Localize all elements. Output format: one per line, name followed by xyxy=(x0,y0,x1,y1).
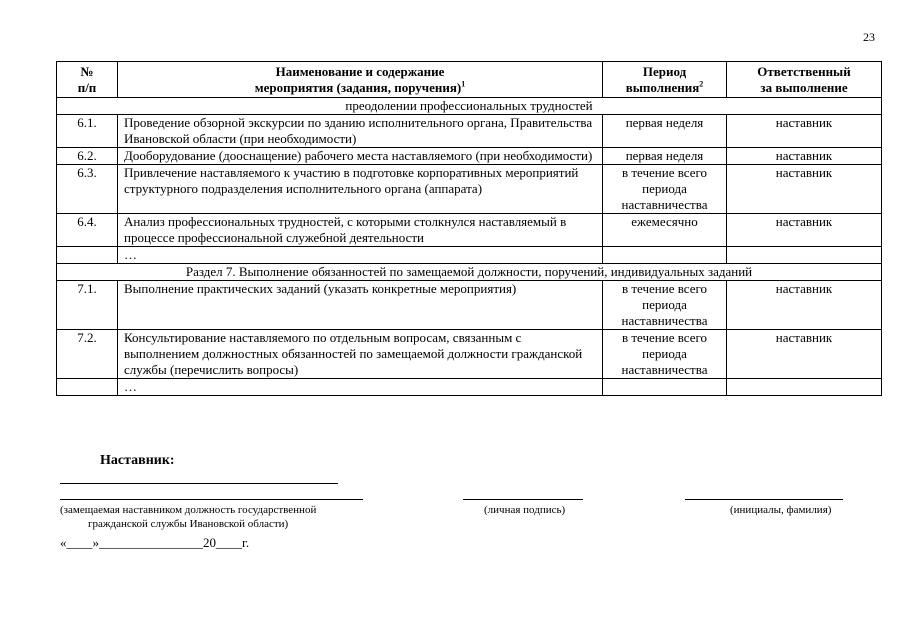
row-period: в течение всего периода наставничества xyxy=(603,330,727,379)
header-number xyxy=(57,62,118,98)
row-responsible: наставник xyxy=(727,281,882,330)
row-number: 7.2. xyxy=(57,330,118,379)
section-row xyxy=(57,264,882,281)
row-responsible: наставник xyxy=(727,165,882,214)
footnote-2: 2 xyxy=(699,79,704,89)
header-name-line2: мероприятия (задания, поручения) xyxy=(254,80,462,95)
row-period: первая неделя xyxy=(603,115,727,148)
row-activity: … xyxy=(118,379,603,396)
row-period xyxy=(603,247,727,264)
row-responsible xyxy=(727,247,882,264)
row-activity: … xyxy=(118,247,603,264)
table-row xyxy=(57,148,882,165)
row-number xyxy=(57,379,118,396)
row-period: ежемесячно xyxy=(603,214,727,247)
row-activity: Анализ профессиональных трудностей, с которыми столкнулся наставляемый в процессе профессиональной служебной деятельности xyxy=(118,214,603,247)
row-activity: Дооборудование (дооснащение) рабочего места наставляемого (при необходимости) xyxy=(118,148,603,165)
row-number: 6.2. xyxy=(57,148,118,165)
row-period xyxy=(603,379,727,396)
header-responsible xyxy=(727,62,882,98)
name-caption: (инициалы, фамилия) xyxy=(730,504,832,516)
row-period: в течение всего периода наставничества xyxy=(603,165,727,214)
row-activity: Консультирование наставляемого по отдельным вопросам, связанным с выполнением должностных обязанностей по замещаемой должности гражданской службы (перечислить вопросы) xyxy=(118,330,603,379)
header-period-line2: выполнения xyxy=(625,80,700,95)
header-period-line1: Период xyxy=(642,64,687,79)
mentor-label: Наставник: xyxy=(100,453,175,468)
row-activity: Привлечение наставляемого к участию в подготовке корпоративных мероприятий структурного подразделения исполнительного органа (аппарата) xyxy=(118,165,603,214)
table-row xyxy=(57,379,882,396)
row-responsible: наставник xyxy=(727,148,882,165)
row-activity: Выполнение практических заданий (указать конкретные мероприятия) xyxy=(118,281,603,330)
signature-caption: (личная подпись) xyxy=(484,504,566,516)
table-body xyxy=(57,98,882,396)
header-number-line2: п/п xyxy=(77,80,97,95)
section-title: Раздел 7. Выполнение обязанностей по замещаемой должности, поручений, индивидуальных заданий xyxy=(57,264,882,281)
header-responsible-line1: Ответственный xyxy=(757,64,851,79)
row-number: 6.4. xyxy=(57,214,118,247)
mentoring-plan-table xyxy=(56,61,882,396)
section-row xyxy=(57,98,882,115)
name-line xyxy=(685,499,843,500)
header-number-line1: № xyxy=(80,64,94,79)
row-period: в течение всего периода наставничества xyxy=(603,281,727,330)
header-name-line1: Наименование и содержание xyxy=(275,64,445,79)
header-name xyxy=(118,62,603,98)
table-row xyxy=(57,165,882,214)
date-line: «____»________________20____г. xyxy=(60,535,250,550)
row-responsible xyxy=(727,379,882,396)
row-period: первая неделя xyxy=(603,148,727,165)
header-period xyxy=(603,62,727,98)
table-row xyxy=(57,281,882,330)
header-responsible-line2: за выполнение xyxy=(760,80,848,95)
signature-line xyxy=(463,499,583,500)
position-line-1 xyxy=(60,483,338,484)
position-caption-1: (замещаемая наставником должность государственной xyxy=(60,504,317,516)
table-row xyxy=(57,214,882,247)
page-number: 23 xyxy=(863,30,875,44)
row-number: 6.1. xyxy=(57,115,118,148)
footnote-1: 1 xyxy=(461,79,466,89)
row-responsible: наставник xyxy=(727,214,882,247)
table-row xyxy=(57,330,882,379)
position-caption-2: гражданской службы Ивановской области) xyxy=(88,518,289,530)
table-row xyxy=(57,115,882,148)
position-line-2 xyxy=(60,499,363,500)
row-responsible: наставник xyxy=(727,115,882,148)
row-activity: Проведение обзорной экскурсии по зданию исполнительного органа, Правительства Ивановской области (при необходимости) xyxy=(118,115,603,148)
section-title: преодолении профессиональных трудностей xyxy=(57,98,882,115)
row-responsible: наставник xyxy=(727,330,882,379)
row-number: 6.3. xyxy=(57,165,118,214)
table-row xyxy=(57,247,882,264)
row-number xyxy=(57,247,118,264)
table-header-row xyxy=(57,62,882,98)
row-number: 7.1. xyxy=(57,281,118,330)
